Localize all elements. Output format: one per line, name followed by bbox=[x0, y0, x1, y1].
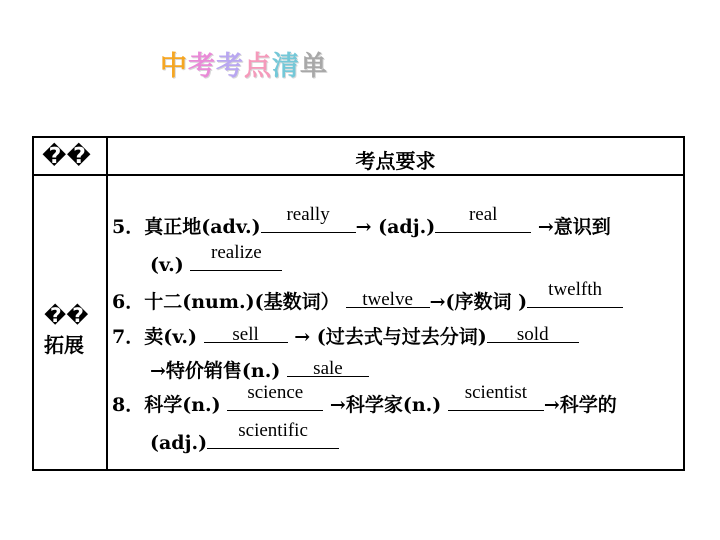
category-cell bbox=[44, 300, 89, 360]
answer-text: sale bbox=[313, 358, 343, 379]
answer-blank bbox=[261, 204, 356, 233]
chinese-word: 真正地 bbox=[144, 216, 202, 238]
arrow-text: →科学的 bbox=[543, 394, 617, 416]
item-number: 5． bbox=[112, 216, 145, 238]
item-8-line-2 bbox=[150, 420, 339, 454]
answer-blank bbox=[204, 322, 288, 343]
arrow-text: →(序数词 ) bbox=[429, 291, 528, 313]
paren-text: (基数词） bbox=[254, 291, 340, 313]
part-of-speech: (num.) bbox=[182, 291, 255, 313]
part-of-speech: (n.) bbox=[182, 394, 228, 416]
part-of-speech: (n.) bbox=[241, 360, 287, 382]
category-line-1: �� bbox=[44, 303, 89, 327]
answer-blank bbox=[207, 420, 339, 449]
answer-text: scientific bbox=[238, 420, 308, 441]
answer-blank bbox=[227, 382, 323, 411]
chinese-word: 卖 bbox=[144, 326, 164, 348]
answer-blank bbox=[435, 204, 531, 233]
page-title bbox=[160, 44, 328, 83]
part-of-speech: (adj.) bbox=[378, 216, 436, 238]
part-of-speech: (v.) bbox=[150, 254, 191, 276]
arrow-text: →特价销售 bbox=[150, 360, 242, 382]
answer-blank bbox=[287, 356, 369, 377]
item-5-line-1 bbox=[112, 204, 611, 239]
answer-text: twelve bbox=[362, 289, 413, 310]
part-of-speech: (adj.) bbox=[150, 432, 208, 454]
answer-blank bbox=[346, 287, 430, 308]
answer-blank bbox=[190, 242, 282, 271]
title-char-6: 单 bbox=[300, 51, 328, 82]
title-char-3: 考 bbox=[216, 51, 244, 82]
header-left-cell: �� bbox=[42, 144, 91, 169]
item-8-line-1 bbox=[112, 382, 617, 417]
title-char-1: 中 bbox=[160, 51, 188, 82]
arrow-text: →意识到 bbox=[531, 216, 611, 238]
answer-text: scientist bbox=[464, 382, 527, 403]
item-number: 8． bbox=[112, 394, 145, 416]
header-requirements: 考点要求 bbox=[355, 149, 436, 173]
item-number: 7． bbox=[112, 326, 145, 348]
answer-blank bbox=[448, 382, 544, 411]
item-7-line-1 bbox=[112, 322, 579, 349]
title-char-4: 点 bbox=[244, 51, 272, 82]
arrow-text: → bbox=[355, 216, 379, 238]
title-char-5: 清 bbox=[272, 51, 300, 82]
part-of-speech: (adv.) bbox=[201, 216, 261, 238]
title-char-2: 考 bbox=[188, 51, 216, 82]
chinese-word: 科学 bbox=[144, 394, 183, 416]
item-5-line-2 bbox=[150, 242, 282, 276]
answer-text: real bbox=[468, 204, 498, 225]
answer-text: sold bbox=[516, 324, 549, 345]
answer-text: science bbox=[247, 382, 304, 403]
answer-text: twelfth bbox=[548, 279, 602, 300]
arrow-text: →科学家 bbox=[323, 394, 403, 416]
column-divider bbox=[106, 138, 108, 469]
arrow-text: → (过去式与过去分词) bbox=[287, 326, 487, 348]
answer-blank bbox=[527, 279, 623, 308]
chinese-word: 十二 bbox=[144, 291, 183, 313]
category-line-2: 拓展 bbox=[44, 333, 84, 357]
answer-blank bbox=[487, 322, 579, 343]
answer-text: really bbox=[286, 204, 330, 225]
item-number: 6． bbox=[112, 291, 145, 313]
part-of-speech: (v.) bbox=[163, 326, 204, 348]
answer-text: realize bbox=[211, 242, 262, 263]
part-of-speech: (n.) bbox=[402, 394, 448, 416]
item-6-line bbox=[112, 279, 623, 314]
item-7-line-2 bbox=[150, 356, 369, 383]
header-divider bbox=[34, 174, 683, 176]
answer-text: sell bbox=[232, 324, 259, 345]
